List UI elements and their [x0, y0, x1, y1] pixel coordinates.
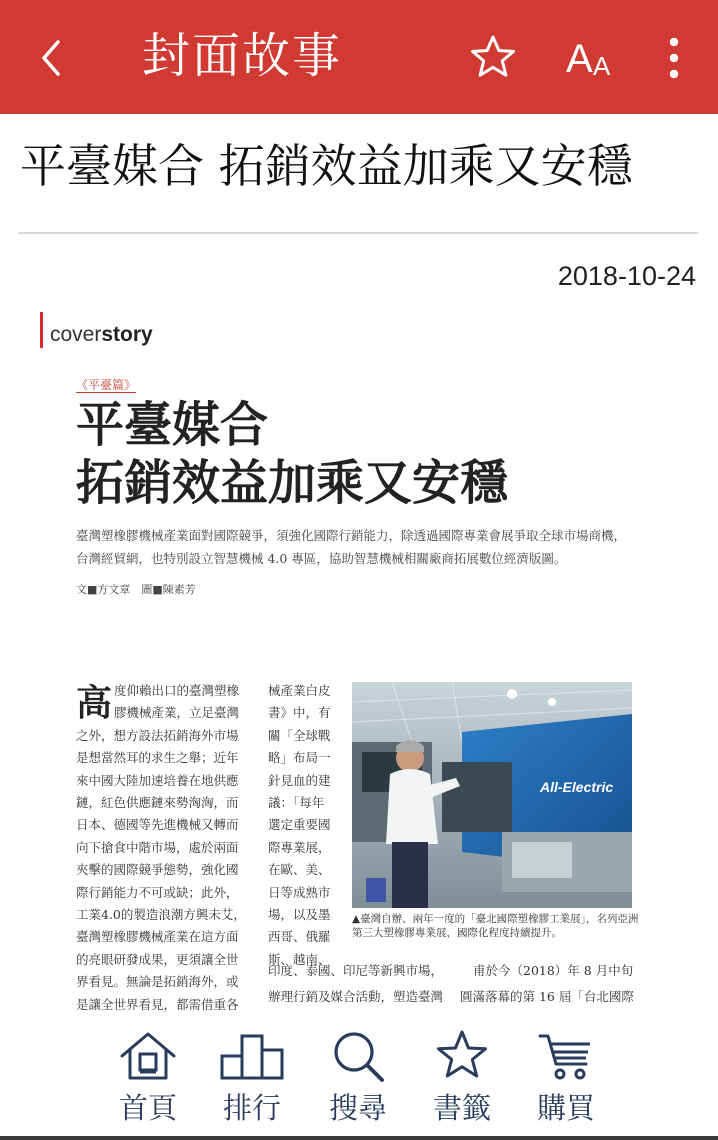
- body-row-4: 圓滿落幕的第 16 屆「台北國際: [460, 989, 634, 1004]
- more-vertical-icon[interactable]: [660, 36, 688, 80]
- app-header: [0, 0, 718, 114]
- magazine-lead: 臺灣塑橡膠機械產業面對國際競爭，須強化國際行銷能力，除透過國際專業會展爭取全球市場商機，台灣經貿網，也特別設立智慧機械 4.0 專區，協助智慧機械相關廠商拓展數位經濟版圖。: [76, 528, 627, 566]
- coverstory-logo-light: cover: [50, 323, 102, 346]
- nav-label-bookmark: 書籤: [432, 1091, 491, 1125]
- article-headline: 平臺媒合 拓銷效益加乘又安穩: [20, 139, 633, 193]
- chevron-left-icon[interactable]: [30, 30, 74, 86]
- font-size-large-glyph: A: [566, 37, 593, 81]
- section-tag: 《平臺篇》: [76, 378, 137, 392]
- photo-machine-label: All-Electric: [540, 779, 614, 795]
- home-icon: [116, 1028, 180, 1084]
- bookmark-star-icon: [430, 1028, 494, 1084]
- magazine-title-line2: 拓銷效益加乘又安穩: [76, 455, 509, 511]
- nav-item-search[interactable]: [306, 1020, 410, 1140]
- page-title: 封面故事: [142, 28, 343, 84]
- star-outline-icon[interactable]: [468, 32, 518, 82]
- body-row-2: 辦理行銷及媒合活動，塑造臺灣: [268, 989, 444, 1004]
- drop-cap: 高: [76, 682, 113, 724]
- body-row-1: 印度、泰國、印尼等新興市場，: [268, 963, 444, 978]
- article-date: 2018-10-24: [557, 261, 696, 291]
- nav-label-ranking: 排行: [222, 1091, 281, 1125]
- ranking-icon: [220, 1028, 284, 1084]
- article-photo: [352, 682, 632, 908]
- nav-item-ranking[interactable]: [200, 1020, 304, 1140]
- nav-item-buy[interactable]: [514, 1020, 618, 1140]
- nav-label-buy: 購買: [536, 1091, 595, 1125]
- font-size-button[interactable]: [566, 34, 626, 84]
- nav-label-search: 搜尋: [328, 1091, 387, 1125]
- nav-item-home[interactable]: [96, 1020, 200, 1140]
- coverstory-logo: [50, 322, 153, 348]
- font-size-small-glyph: A: [593, 51, 611, 81]
- magazine-byline: 文■方文章 圖■陳素芳: [76, 583, 196, 596]
- body-column-1: [76, 680, 248, 1039]
- photo-caption: ▲臺灣自辦、兩年一度的「臺北國際塑橡膠工業展」，名列亞洲第三大塑橡膠專業展，國際化程度持續提升。: [352, 913, 639, 939]
- bottom-navigation: [0, 1020, 718, 1140]
- coverstory-bar: [40, 312, 43, 348]
- magazine-page-image: [0, 300, 718, 1020]
- body-row-3: 甫於今（2018）年 8 月中旬: [473, 963, 634, 978]
- cart-icon: [534, 1028, 598, 1084]
- body-column-2: 械產業白皮書》中，有關「全球戰略」布局一針見血的建議：「每年選定重要國際專業展，在歐、美、日等成熟市場，以及墨西哥、俄羅斯、越南、: [268, 683, 331, 967]
- nav-item-bookmark[interactable]: [410, 1020, 514, 1140]
- divider: [18, 232, 698, 234]
- nav-label-home: 首頁: [118, 1091, 177, 1125]
- magazine-title-line1: 平臺媒合: [76, 397, 269, 453]
- screen-bottom-edge: [0, 1136, 718, 1140]
- coverstory-logo-bold: story: [101, 323, 153, 346]
- body-column-1-text: 度仰賴出口的臺灣塑橡膠機械產業，立足臺灣之外，想方設法拓銷海外市場是想當然耳的求生之舉；近年來中國大陸加速培養在地供應鏈，紅色供應鏈來勢洶洶，而日本、德國等先進機械又轉而向下搶食中階市場，處於兩面夾擊的國際競爭態勢，強化國際行銷能力不可或缺；此外，工業4.0的製造浪潮方興未艾，臺灣塑橡膠機械產業在這方面的亮眼研發成果，更須讓全世界看見。無論是拓銷海外，或是讓全世界看見，都需借重各: [76, 683, 246, 1012]
- search-icon: [326, 1028, 390, 1084]
